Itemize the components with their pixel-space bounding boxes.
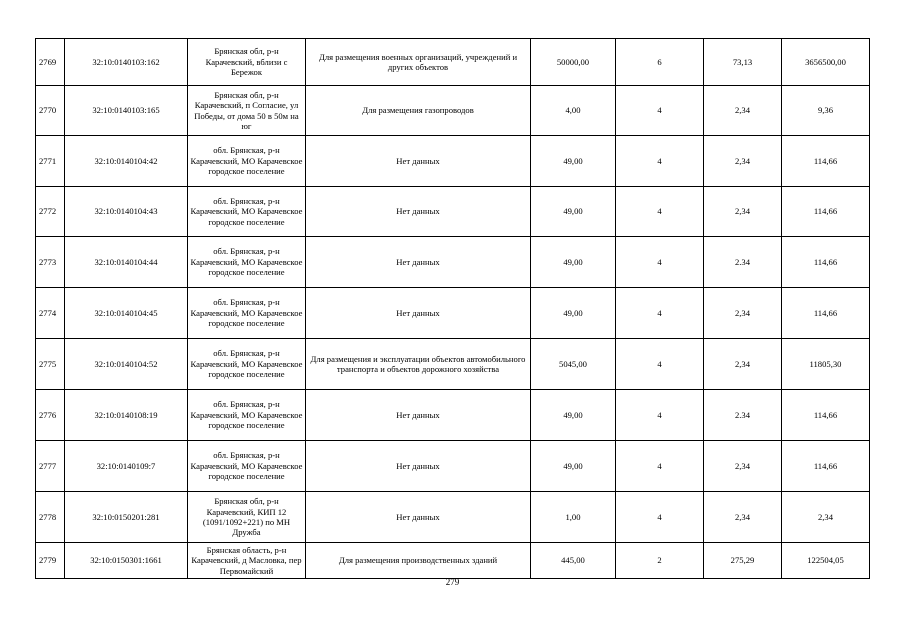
cadastral-number-cell: 32:10:0140104:43	[65, 187, 188, 237]
permitted-use-cell: Для размещения газопроводов	[306, 86, 531, 136]
cadastral-value-cell: 122504,05	[782, 543, 870, 579]
table-row	[36, 187, 870, 237]
area-cell: 49,00	[531, 288, 616, 339]
address-cell: Брянская обл, р-н Карачевский, КИП 12 (1091/1092+221) по МН Дружба	[188, 492, 306, 543]
row-number-cell: 2775	[36, 339, 65, 390]
row-number-cell: 2772	[36, 187, 65, 237]
row-number-cell: 2776	[36, 390, 65, 441]
address-cell: обл. Брянская, р-н Карачевский, МО Карачевское городское поселение	[188, 187, 306, 237]
cadastral-value-cell: 114,66	[782, 390, 870, 441]
group-cell: 4	[616, 86, 704, 136]
table-body	[36, 39, 870, 579]
specific-value-cell: 2,34	[704, 288, 782, 339]
specific-value-cell: 275,29	[704, 543, 782, 579]
group-cell: 4	[616, 288, 704, 339]
group-cell: 4	[616, 390, 704, 441]
cadastral-number-cell: 32:10:0140108:19	[65, 390, 188, 441]
permitted-use-cell: Нет данных	[306, 187, 531, 237]
table-row	[36, 543, 870, 579]
address-cell: обл. Брянская, р-н Карачевский, МО Карачевское городское поселение	[188, 339, 306, 390]
permitted-use-cell: Для размещения военных организаций, учреждений и других объектов	[306, 39, 531, 86]
specific-value-cell: 2,34	[704, 339, 782, 390]
cadastral-value-cell: 114,66	[782, 136, 870, 187]
address-cell: Брянская область, р-н Карачевский, д Масловка, пер Первомайский	[188, 543, 306, 579]
land-register-table	[35, 38, 870, 579]
row-number-cell: 2777	[36, 441, 65, 492]
table-row	[36, 39, 870, 86]
specific-value-cell: 2,34	[704, 492, 782, 543]
specific-value-cell: 2,34	[704, 86, 782, 136]
specific-value-cell: 73,13	[704, 39, 782, 86]
area-cell: 5045,00	[531, 339, 616, 390]
cadastral-value-cell: 2,34	[782, 492, 870, 543]
address-cell: обл. Брянская, р-н Карачевский, МО Карачевское городское поселение	[188, 237, 306, 288]
cadastral-number-cell: 32:10:0140104:44	[65, 237, 188, 288]
group-cell: 6	[616, 39, 704, 86]
area-cell: 49,00	[531, 187, 616, 237]
page-number: 279	[445, 577, 460, 587]
row-number-cell: 2770	[36, 86, 65, 136]
cadastral-number-cell: 32:10:0140104:52	[65, 339, 188, 390]
cadastral-value-cell: 9,36	[782, 86, 870, 136]
permitted-use-cell: Нет данных	[306, 288, 531, 339]
table-row	[36, 288, 870, 339]
address-cell: обл. Брянская, р-н Карачевский, МО Карачевское городское поселение	[188, 136, 306, 187]
table-row	[36, 441, 870, 492]
permitted-use-cell: Нет данных	[306, 390, 531, 441]
permitted-use-cell: Нет данных	[306, 237, 531, 288]
row-number-cell: 2774	[36, 288, 65, 339]
area-cell: 49,00	[531, 441, 616, 492]
group-cell: 4	[616, 187, 704, 237]
row-number-cell: 2778	[36, 492, 65, 543]
permitted-use-cell: Для размещения производственных зданий	[306, 543, 531, 579]
table-row	[36, 237, 870, 288]
address-cell: обл. Брянская, р-н Карачевский, МО Карачевское городское поселение	[188, 288, 306, 339]
area-cell: 4,00	[531, 86, 616, 136]
group-cell: 4	[616, 441, 704, 492]
specific-value-cell: 2.34	[704, 237, 782, 288]
cadastral-number-cell: 32:10:0140103:165	[65, 86, 188, 136]
permitted-use-cell: Для размещения и эксплуатации объектов автомобильного транспорта и объектов дорожного хозяйства	[306, 339, 531, 390]
table-row	[36, 492, 870, 543]
cadastral-value-cell: 114,66	[782, 237, 870, 288]
table-row	[36, 86, 870, 136]
cadastral-number-cell: 32:10:0150301:1661	[65, 543, 188, 579]
group-cell: 4	[616, 237, 704, 288]
area-cell: 50000,00	[531, 39, 616, 86]
group-cell: 4	[616, 492, 704, 543]
table-row	[36, 390, 870, 441]
cadastral-value-cell: 11805,30	[782, 339, 870, 390]
specific-value-cell: 2,34	[704, 187, 782, 237]
group-cell: 4	[616, 339, 704, 390]
cadastral-number-cell: 32:10:0140109:7	[65, 441, 188, 492]
row-number-cell: 2771	[36, 136, 65, 187]
group-cell: 2	[616, 543, 704, 579]
row-number-cell: 2769	[36, 39, 65, 86]
cadastral-number-cell: 32:10:0150201:281	[65, 492, 188, 543]
area-cell: 1,00	[531, 492, 616, 543]
cadastral-value-cell: 3656500,00	[782, 39, 870, 86]
row-number-cell: 2773	[36, 237, 65, 288]
cadastral-value-cell: 114,66	[782, 441, 870, 492]
area-cell: 49,00	[531, 237, 616, 288]
area-cell: 49,00	[531, 390, 616, 441]
cadastral-number-cell: 32:10:0140104:42	[65, 136, 188, 187]
permitted-use-cell: Нет данных	[306, 441, 531, 492]
table-row	[36, 339, 870, 390]
row-number-cell: 2779	[36, 543, 65, 579]
address-cell: Брянская обл, р-н Карачевский, п Согласие, ул Победы, от дома 50 в 50м на юг	[188, 86, 306, 136]
cadastral-value-cell: 114,66	[782, 187, 870, 237]
area-cell: 445,00	[531, 543, 616, 579]
permitted-use-cell: Нет данных	[306, 492, 531, 543]
specific-value-cell: 2,34	[704, 136, 782, 187]
address-cell: Брянская обл, р-н Карачевский, вблизи с Бережок	[188, 39, 306, 86]
cadastral-number-cell: 32:10:0140104:45	[65, 288, 188, 339]
area-cell: 49,00	[531, 136, 616, 187]
table-row	[36, 136, 870, 187]
cadastral-number-cell: 32:10:0140103:162	[65, 39, 188, 86]
address-cell: обл. Брянская, р-н Карачевский, МО Карачевское городское поселение	[188, 441, 306, 492]
group-cell: 4	[616, 136, 704, 187]
specific-value-cell: 2.34	[704, 390, 782, 441]
cadastral-value-cell: 114,66	[782, 288, 870, 339]
specific-value-cell: 2,34	[704, 441, 782, 492]
address-cell: обл. Брянская, р-н Карачевский, МО Карачевское городское поселение	[188, 390, 306, 441]
permitted-use-cell: Нет данных	[306, 136, 531, 187]
